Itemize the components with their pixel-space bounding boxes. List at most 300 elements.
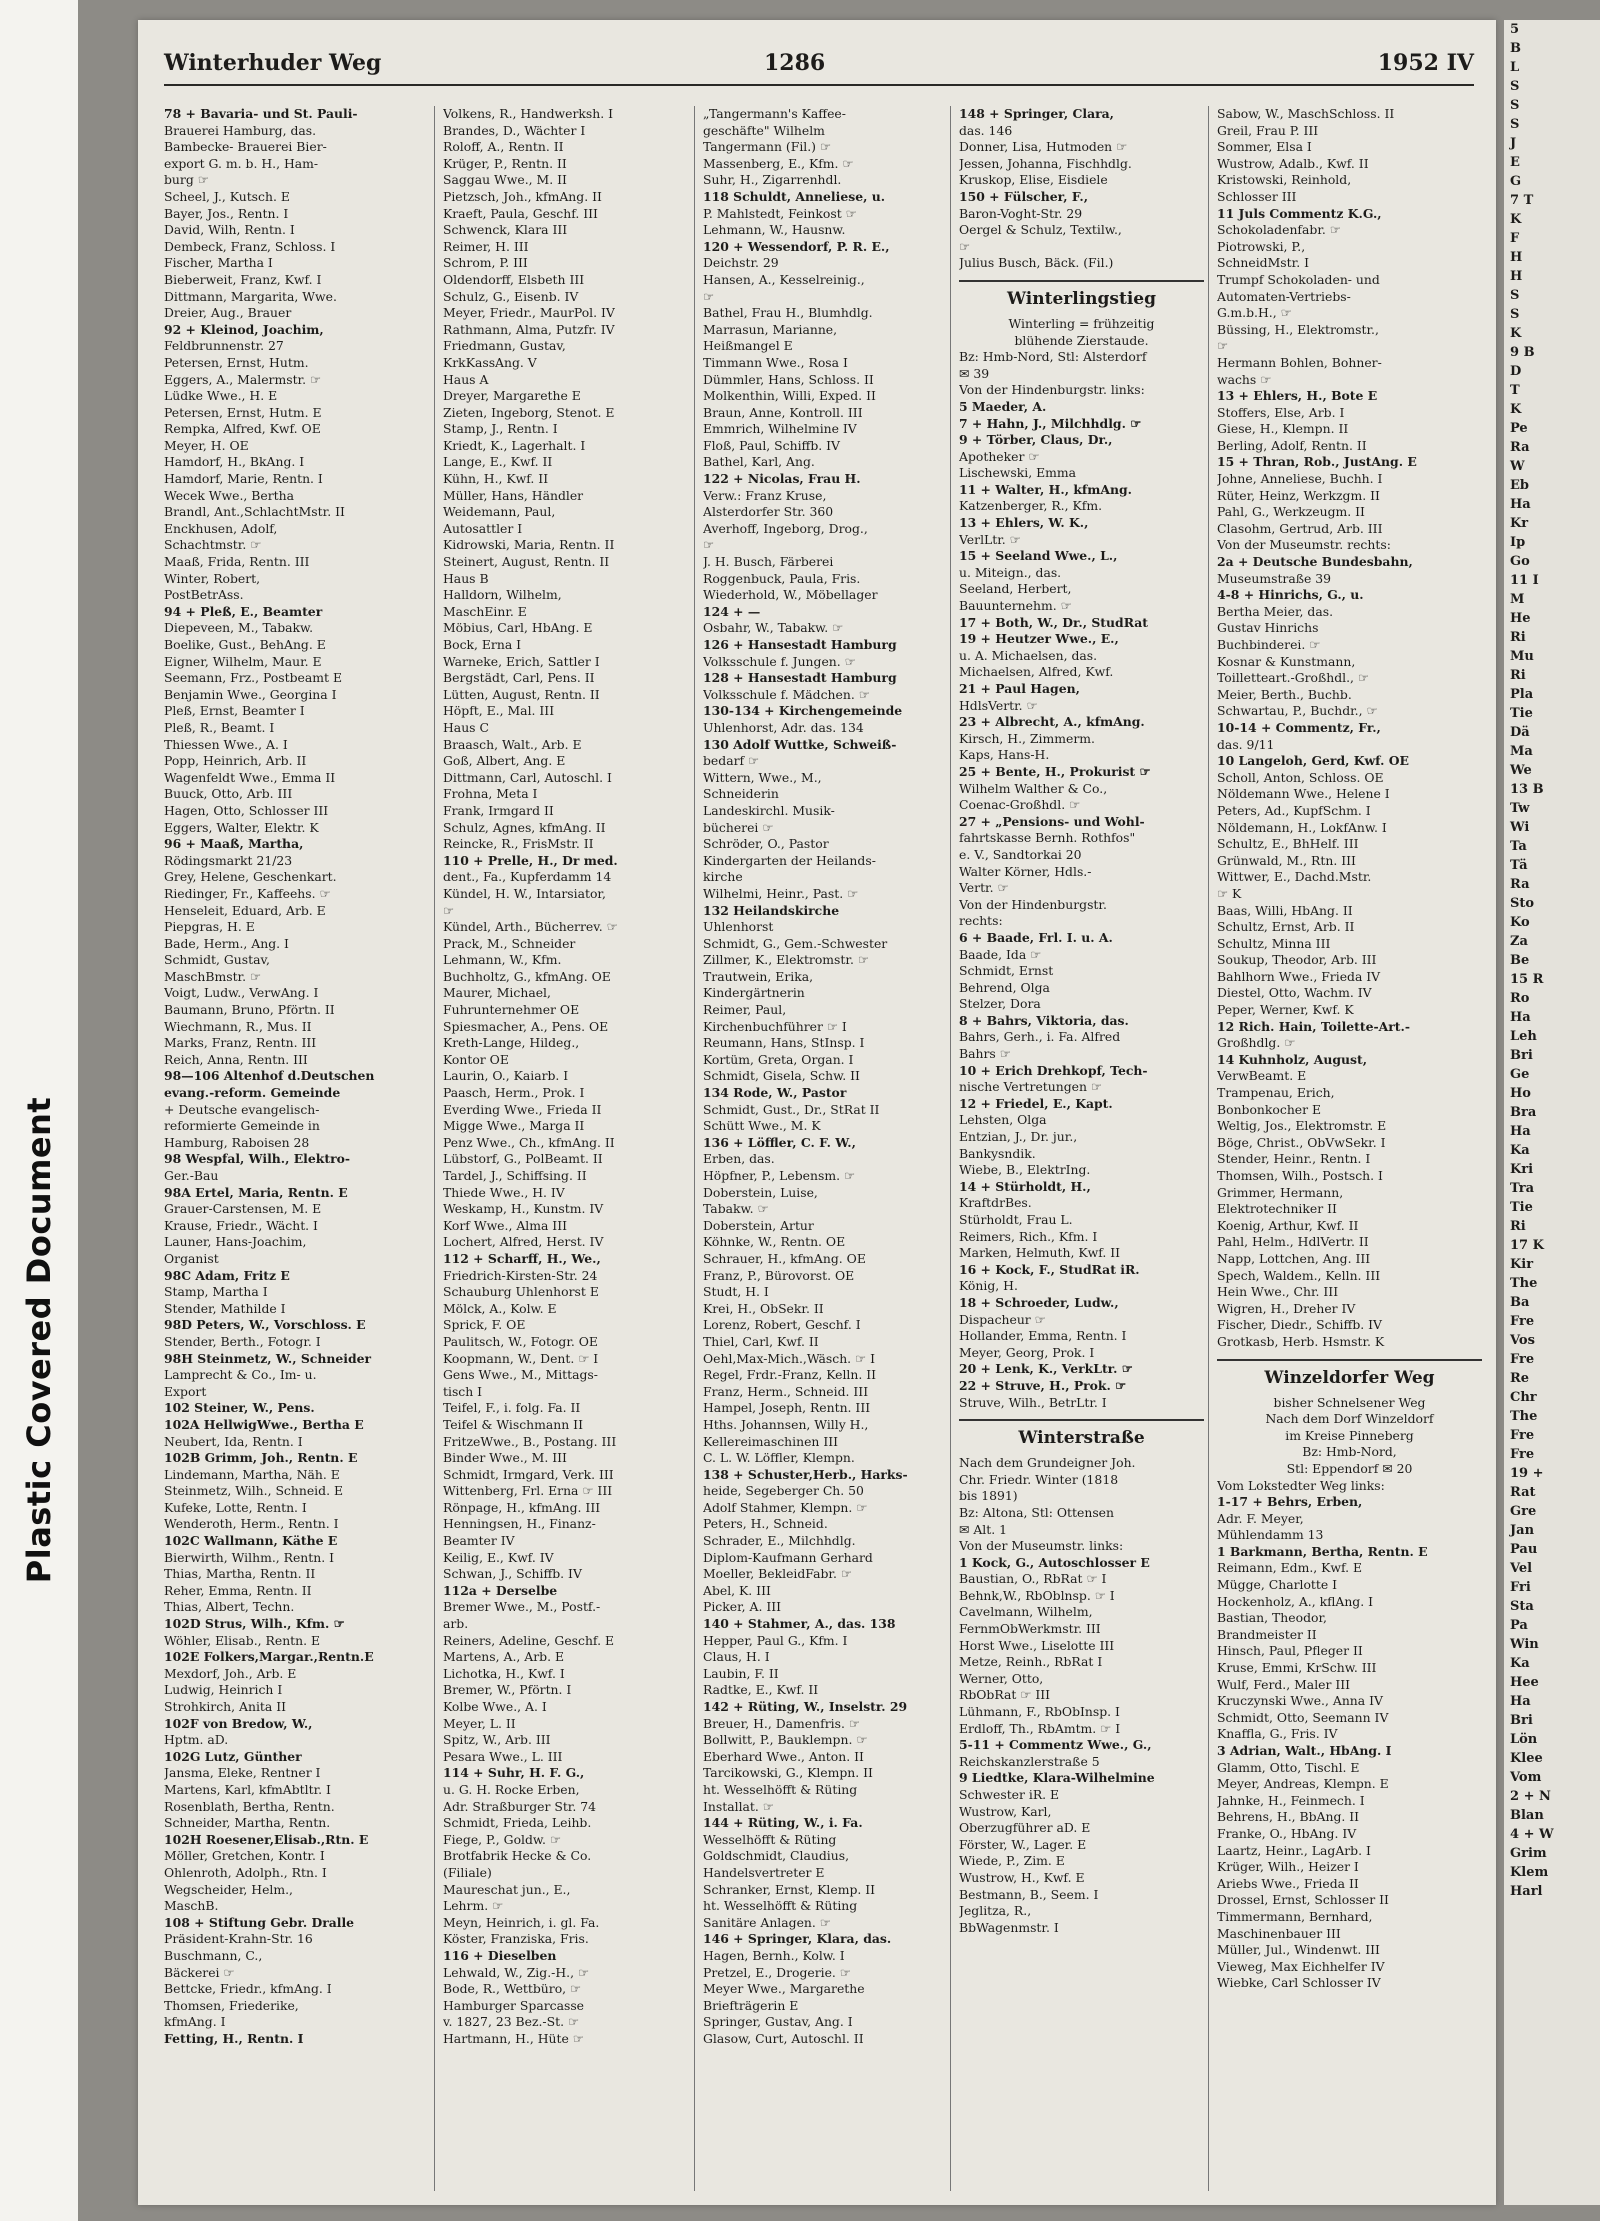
directory-entry-line: Schwenck, Klara III [443,222,568,238]
directory-entry-line: 114 + Suhr, H. F. G., [443,1765,585,1781]
directory-entry-line: Bastian, Theodor, [1217,1610,1327,1626]
directory-entry-line: Paasch, Herm., Prok. I [443,1085,585,1101]
column-3 [694,106,947,2191]
directory-entry-line: Kaps, Hans-H. [959,747,1050,763]
directory-entry-line: PostBetrAss. [164,587,244,603]
directory-entry-line: Wigren, H., Dreher IV [1217,1300,1356,1316]
adjacent-page-fragment: Ka [1510,1143,1530,1158]
directory-entry-line: Verw.: Franz Kruse, [703,487,827,503]
directory-entry-line: Trumpf Schokoladen- und [1217,271,1380,287]
directory-entry-line: Behnk,W., RbOblnsp. ☞ I [959,1587,1115,1603]
directory-entry-line: Trampenau, Erich, [1217,1085,1335,1101]
directory-entry-line: Goldschmidt, Claudius, [703,1848,850,1864]
directory-entry-line: HdlsVertr. ☞ [959,697,1038,713]
directory-entry-line: Uhlenhorst, Adr. das. 134 [703,719,864,735]
directory-entry-line: Schmidt, Irmgard, Verk. III [443,1466,614,1482]
adjacent-page-fragment: S [1510,307,1520,322]
adjacent-page-fragment: S [1510,79,1520,94]
directory-entry-line: Krei, H., ObSekr. II [703,1300,824,1316]
directory-entry-line: Volksschule f. Mädchen. ☞ [703,686,870,702]
directory-entry-line: KrkKassAng. V [443,354,537,370]
directory-entry-line: Kruskop, Elise, Eisdiele [959,172,1108,188]
directory-entry-line: Meyn, Heinrich, i. gl. Fa. [443,1914,600,1930]
directory-entry-line: Roloff, A., Rentn. II [443,139,564,155]
directory-entry-line: Benjamin Wwe., Georgina I [164,686,337,702]
adjacent-page-fragment: D [1510,364,1522,379]
directory-entry-line: Bollwitt, P., Bauklempn. ☞ [703,1732,868,1748]
directory-entry-line: Goß, Albert, Ang. E [443,753,566,769]
directory-entry-line: Grauer-Carstensen, M. E [164,1201,322,1217]
directory-entry-line: Oldendorff, Elsbeth III [443,271,585,287]
directory-entry-line: Michaelsen, Alfred, Kwf. [959,664,1114,680]
directory-entry-line: Schneiderin [703,786,779,802]
directory-entry-line: 94 + Pleß, E., Beamter [164,603,323,619]
directory-entry-line: Lochert, Alfred, Herst. IV [443,1234,604,1250]
directory-entry-line: Winterling = frühzeitig [1008,315,1155,331]
directory-entry-line: 98A Ertel, Maria, Rentn. E [164,1184,348,1200]
directory-entry-line: 25 + Bente, H., Prokurist ☞ [959,763,1151,779]
adjacent-page-fragment: Ge [1510,1067,1530,1082]
directory-entry-line: Jahnke, H., Feinmech. I [1217,1792,1365,1808]
directory-entry-line: Müller, Hans, Händler [443,487,584,503]
adjacent-page-fragment: Za [1510,934,1528,949]
adjacent-page-fragment: Fre [1510,1447,1535,1462]
directory-entry-line: Metze, Reinh., RbRat I [959,1654,1103,1670]
directory-entry-line: Grünwald, M., Rtn. III [1217,852,1356,868]
directory-entry-line: Buuck, Otto, Arb. III [164,786,293,802]
directory-entry-line: Wesselhöfft & Rüting [703,1831,837,1847]
directory-entry-line: 116 + Dieselben [443,1947,557,1963]
directory-entry-line: Bode, R., Wettbüro, ☞ [443,1981,582,1997]
directory-entry-line: Scholl, Anton, Schloss. OE [1217,769,1384,785]
directory-page [138,20,1496,2205]
directory-entry-line: Laartz, Heinr., LagArb. I [1217,1842,1371,1858]
adjacent-page-fragment: Fre [1510,1352,1535,1367]
directory-entry-line: Maaß, Frida, Rentn. III [164,554,310,570]
directory-entry-line: Buchholtz, G., kfmAng. OE [443,968,611,984]
directory-entry-line: 118 Schuldt, Anneliese, u. [703,188,886,204]
adjacent-page-fragment: S [1510,288,1520,303]
directory-entry-line: Schachtmstr. ☞ [164,537,262,553]
directory-entry-line: Hockenholz, A., kflAng. I [1217,1593,1374,1609]
adjacent-page-fragment: K [1510,326,1522,341]
directory-entry-line: MaschB. [164,1898,219,1914]
directory-entry-line: Wegscheider, Helm., [164,1881,293,1897]
directory-entry-line: Mölck, A., Kolw. E [443,1300,557,1316]
directory-entry-line: Moeller, BekleidFabr. ☞ [703,1566,852,1582]
directory-entry-line: Bayer, Jos., Rentn. I [164,205,289,221]
directory-entry-line: 122 + Nicolas, Frau H. [703,471,861,487]
directory-entry-line: 96 + Maaß, Martha, [164,836,304,852]
directory-entry-line: Saggau Wwe., M. II [443,172,567,188]
directory-entry-line: Ger.-Bau [164,1168,219,1183]
directory-entry-line: Hamdorf, H., BkAng. I [164,454,305,470]
column-2 [434,106,688,2191]
directory-entry-line: Bestmann, B., Seem. I [959,1886,1099,1902]
directory-entry-line: Petersen, Ernst, Hutm. [164,354,309,370]
adjacent-page-fragment: Eb [1510,478,1529,493]
directory-entry-line: Massenberg, E., Kfm. ☞ [703,155,854,171]
directory-entry-line: Molkenthin, Willi, Exped. II [703,388,876,404]
directory-entry-line: burg ☞ [164,172,209,188]
directory-entry-line: Claus, H. I [703,1649,770,1665]
directory-entry-line: Coenac-Großhdl. ☞ [959,797,1081,813]
directory-entry-line: Installat. ☞ [703,1798,774,1814]
directory-entry-line: Eggers, A., Malermstr. ☞ [164,371,322,387]
directory-entry-line: Lorenz, Robert, Geschf. I [703,1317,861,1333]
adjacent-page-fragment: Sta [1510,1599,1534,1614]
adjacent-page-fragment: Vos [1510,1333,1535,1348]
directory-entry-line: Averhoff, Ingeborg, Drog., [703,520,868,536]
adjacent-page-fragment: Dä [1510,725,1530,740]
directory-entry-line: 98 Wespfal, Wilh., Elektro- [164,1151,351,1167]
directory-entry-line: Zieten, Ingeborg, Stenot. E [443,404,615,420]
directory-entry-line: kirche [703,869,743,885]
directory-entry-line: Hagen, Bernh., Kolw. I [703,1947,845,1963]
directory-entry-line: Wiederhold, W., Möbellager [703,587,878,603]
directory-entry-line: Meyer, Andreas, Klempn. E [1217,1776,1389,1792]
directory-entry-line: 142 + Rüting, W., Inselstr. 29 [703,1699,908,1714]
directory-entry-line: Lindemann, Martha, Näh. E [164,1466,340,1482]
directory-entry-line: Brauerei Hamburg, das. [164,122,317,138]
adjacent-page-fragment: B [1510,41,1521,56]
directory-entry-line: ☞ [959,238,971,254]
directory-entry-line: Erdloff, Th., RbAmtm. ☞ I [959,1720,1121,1736]
directory-entry-line: Rödingsmarkt 21/23 [164,852,293,868]
directory-entry-line: Rosenblath, Bertha, Rentn. [164,1798,335,1814]
directory-entry-line: Lichotka, H., Kwf. I [443,1665,565,1681]
directory-entry-line: Wustrow, Karl, [959,1803,1052,1819]
adjacent-page-fragment: Sto [1510,896,1535,911]
adjacent-page-fragment: Ba [1510,1295,1530,1310]
directory-entry-line: bisher Schnelsener Weg [1273,1394,1426,1410]
directory-entry-line: Wustrow, Adalb., Kwf. II [1217,155,1369,171]
directory-entry-line: Schultz, Ernst, Arb. II [1217,919,1355,935]
directory-entry-line: Pretzel, E., Drogerie. ☞ [703,1964,851,1980]
directory-entry-line: Spitz, W., Arb. III [443,1732,551,1748]
directory-entry-line: Enckhusen, Adolf, [164,520,278,536]
plastic-cover-label-strip [0,0,78,2221]
directory-entry-line: Bz: Hmb-Nord, Stl: Alsterdorf [959,349,1147,365]
directory-entry-line: Julius Busch, Bäck. (Fil.) [959,255,1114,271]
directory-entry-line: (Filiale) [443,1864,492,1880]
adjacent-page-fragment: Ma [1510,744,1533,759]
directory-entry-line: Laurin, O., Kaiarb. I [443,1068,569,1084]
directory-entry-line: Sabow, W., MaschSchloss. II [1217,106,1395,121]
directory-entry-line: Wiebke, Carl Schlosser IV [1217,1975,1381,1991]
adjacent-page-fragment: Wi [1510,820,1530,835]
adjacent-page-fragment: Ta [1510,839,1527,854]
directory-entry-line: Maurer, Michael, [443,985,551,1001]
directory-entry-line: Franz, P., Bürovorst. OE [703,1267,855,1283]
directory-entry-line: Reumann, Hans, StInsp. I [703,1035,865,1051]
directory-entry-line: Baade, Ida ☞ [959,946,1042,962]
directory-entry-line: Lüdke Wwe., H. E [164,388,278,404]
adjacent-page-fragment: Ip [1510,535,1526,550]
directory-entry-line: Baas, Willi, HbAng. II [1217,902,1353,918]
directory-entry-line: Weidemann, Paul, [443,504,556,520]
directory-entry-line: Reiners, Adeline, Geschf. E [443,1632,615,1648]
directory-entry-line: 12 Rich. Hain, Toilette-Art.- [1217,1018,1410,1034]
directory-entry-line: 20 + Lenk, K., VerkLtr. ☞ [959,1361,1133,1377]
directory-entry-line: Petersen, Ernst, Hutm. E [164,404,322,420]
directory-entry-line: Weltig, Jos., Elektromstr. E [1217,1118,1387,1134]
directory-entry-line: Radtke, E., Kwf. II [703,1682,819,1698]
directory-entry-line: 13 + Ehlers, W. K., [959,515,1089,531]
adjacent-page-fragment: Leh [1510,1029,1537,1044]
directory-entry-line: Bahrs ☞ [959,1046,1011,1062]
directory-entry-line: 130-134 + Kirchengemeinde [703,703,903,719]
adjacent-page-fragment: Harl [1510,1884,1543,1899]
directory-entry-line: Schütt Wwe., M. K [703,1118,821,1134]
directory-entry-line: Schokoladenfabr. ☞ [1217,222,1341,238]
directory-entry-line: Friedrich-Kirsten-Str. 24 [443,1267,598,1283]
adjacent-page-fragment: L [1510,60,1520,75]
directory-entry-line: Wiede, P., Zim. E [959,1853,1065,1869]
directory-entry-line: Soukup, Theodor, Arb. III [1217,952,1377,968]
adjacent-page-fragment: 11 I [1510,573,1539,588]
directory-entry-line: Bahrs, Gerh., i. Fa. Alfred [959,1029,1121,1045]
adjacent-page-fragment: Vom [1510,1770,1542,1785]
adjacent-page-fragment: H [1510,269,1523,284]
directory-entry-line: Henseleit, Eduard, Arb. E [164,902,326,918]
directory-entry-line: 108 + Stiftung Gebr. Dralle [164,1914,355,1930]
directory-entry-line: MaschBmstr. ☞ [164,968,262,984]
directory-entry-line: 1 Kock, G., Autoschlosser E [959,1554,1150,1570]
directory-entry-line: Laubin, F. II [703,1665,779,1681]
directory-entry-line: Bathel, Karl, Ang. [703,454,815,470]
adjacent-page-fragment: Tw [1510,801,1530,816]
directory-entry-line: 4-8 + Hinrichs, G., u. [1217,587,1364,603]
directory-entry-line: Vieweg, Max Eichhelfer IV [1217,1958,1385,1974]
directory-entry-line: Peters, H., Schneid. [703,1516,828,1532]
directory-entry-line: Clasohm, Gertrud, Arb. III [1217,520,1383,536]
directory-entry-line: Wecek Wwe., Bertha [164,487,294,503]
adjacent-page-fragment: Pau [1510,1542,1538,1557]
directory-entry-line: Behrend, Olga [959,979,1050,995]
directory-entry-line: Kristowski, Reinhold, [1217,172,1352,188]
directory-entry-line: 136 + Löffler, C. F. W., [703,1134,856,1150]
directory-entry-line: Pahl, G., Werkzeugm. II [1217,504,1365,520]
adjacent-page-fragment: K [1510,402,1522,417]
directory-entry-line: Tarcikowski, G., Klempn. II [703,1765,873,1781]
directory-entry-line: tisch I [443,1383,483,1399]
directory-entry-line: Toilletteart.-Großhdl., ☞ [1217,670,1370,686]
directory-entry-line: Maschinenbauer III [1217,1925,1341,1941]
directory-entry-line: BbWagenmstr. I [959,1919,1059,1935]
directory-entry-line: 140 + Stahmer, A., das. 138 [703,1616,896,1632]
directory-entry-line: Thiede Wwe., H. IV [443,1184,565,1200]
directory-entry-line: 15 + Thran, Rob., JustAng. E [1217,454,1417,470]
directory-entry-line: Osbahr, W., Tabakw. ☞ [703,620,844,636]
adjacent-page-fragment: Ha [1510,1694,1531,1709]
adjacent-page-fragment: Bra [1510,1105,1537,1120]
directory-entry-line: Koenig, Arthur, Kwf. II [1217,1217,1359,1233]
directory-entry-line: Franz, Herm., Schneid. III [703,1383,869,1399]
column-5 [1208,106,1482,2191]
directory-entry-line: Möller, Gretchen, Kontr. I [164,1848,325,1864]
directory-entry-line: Steinert, August, Rentn. II [443,554,610,570]
directory-entry-line: Peper, Werner, Kwf. K [1217,1002,1354,1018]
directory-entry-line: Kindergarten der Heilands- [703,852,876,868]
directory-entry-line: Thiel, Carl, Kwf. II [703,1333,819,1349]
directory-entry-line: Köster, Franziska, Fris. [443,1931,589,1947]
directory-entry-line: Chr. Friedr. Winter (1818 [959,1471,1119,1487]
directory-entry-line: Bergstädt, Carl, Pens. II [443,670,595,686]
directory-entry-line: Haus C [443,719,489,735]
directory-entry-line: Schlosser III [1217,188,1297,204]
directory-entry-line: Martens, A., Arb. E [443,1649,565,1665]
directory-entry-line: Bremer Wwe., M., Postf.- [443,1599,601,1615]
directory-entry-line: 5 Maeder, A. [959,398,1047,414]
directory-entry-line: Grotkasb, Herb. Hsmstr. K [1217,1333,1385,1349]
directory-entry-line: Spech, Waldem., Kelln. III [1217,1267,1381,1283]
adjacent-page-fragment: S [1510,117,1520,132]
adjacent-page-fragment: Bri [1510,1713,1533,1728]
directory-entry-line: Piepgras, H. E [164,919,255,935]
directory-entry-line: Hollander, Emma, Rentn. I [959,1328,1127,1344]
directory-entry-line: Krüger, Wilh., Heizer I [1217,1859,1359,1875]
directory-entry-line: Hepper, Paul G., Kfm. I [703,1632,848,1648]
directory-entry-line: rechts: [959,913,1003,929]
adjacent-page-fragment: Tie [1510,706,1533,721]
adjacent-page-fragment: G [1510,174,1522,189]
adjacent-page-fragment: T [1510,383,1520,398]
directory-entry-line: 98—106 Altenhof d.Deutschen [164,1068,375,1084]
directory-entry-line: 8 + Bahrs, Viktoria, das. [959,1012,1129,1028]
directory-entry-line: Launer, Hans-Joachim, [164,1234,307,1250]
directory-entry-line: Rathmann, Alma, Putzfr. IV [443,321,615,337]
directory-entry-line: Meyer, Friedr., MaurPol. IV [443,305,615,321]
directory-entry-line: 144 + Rüting, W., i. Fa. [703,1815,863,1831]
directory-entry-line: Reimer, Paul, [703,1002,787,1018]
adjacent-page-fragment: Be [1510,953,1530,968]
directory-entry-line: Napp, Lottchen, Ang. III [1217,1250,1371,1266]
directory-entry-line: Seemann, Frz., Postbeamt E [164,670,342,686]
directory-entry-line: Lamprecht & Co., Im- u. [164,1367,317,1383]
directory-entry-line: bedarf ☞ [703,753,760,769]
directory-entry-line: ✉ 39 [959,365,990,381]
directory-entry-line: Organist [164,1250,219,1266]
directory-entry-line: arb. [443,1616,469,1632]
directory-entry-line: Volkens, R., Handwerksh. I [443,106,614,121]
directory-entry-line: Höpft, E., Mal. III [443,703,555,719]
directory-entry-line: Braun, Anne, Kontroll. III [703,404,863,420]
directory-entry-line: Fischer, Martha I [164,255,273,271]
directory-entry-line: Springer, Gustav, Ang. I [703,2014,853,2030]
directory-entry-line: Museumstraße 39 [1217,570,1332,586]
directory-entry-line: Schmidt, Gust., Dr., StRat II [703,1101,880,1117]
directory-entry-line: Breuer, H., Damenfris. ☞ [703,1715,860,1731]
directory-entry-line: 18 + Schroeder, Ludw., [959,1294,1119,1310]
directory-entry-line: Hermann Bohlen, Bohner- [1217,354,1382,370]
adjacent-page-fragment: He [1510,611,1531,626]
directory-entry-line: Behrens, H., BbAng. II [1217,1809,1360,1825]
adjacent-page-fragment: S [1510,98,1520,113]
directory-entry-line: Brandes, D., Wächter I [443,122,586,138]
directory-entry-line: 126 + Hansestadt Hamburg [703,637,897,652]
directory-entry-line: Thias, Albert, Techn. [164,1599,295,1615]
directory-entry-line: Kosnar & Kunstmann, [1217,653,1356,669]
directory-entry-line: Schmidt, Otto, Seemann IV [1217,1709,1389,1725]
directory-entry-line: Schrauer, H., kfmAng. OE [703,1250,866,1266]
directory-entry-line: Bauunternehm. ☞ [959,598,1072,614]
adjacent-page-fragment: Ra [1510,877,1530,892]
directory-entry-line: Ohlenroth, Adolph., Rtn. I [164,1864,327,1880]
adjacent-page-fragment: We [1510,763,1532,778]
directory-entry-line: Schrom, P. III [443,255,528,271]
directory-entry-line: 6 + Baade, Frl. I. u. A. [959,929,1113,945]
street-heading: Winzeldorfer Weg [1217,1359,1482,1389]
directory-entry-line: 134 Rode, W., Pastor [703,1085,847,1101]
directory-entry-line: Thiessen Wwe., A. I [164,736,288,752]
directory-entry-line: Halldorn, Wilhelm, [443,587,562,603]
directory-entry-line: 21 + Paul Hagen, [959,681,1080,696]
directory-entry-line: Horst Wwe., Liselotte III [959,1637,1115,1653]
adjacent-page-fragment: Ri [1510,1219,1526,1234]
directory-entry-line: Müller, Jul., Windenwt. III [1217,1942,1380,1958]
directory-entry-line: Lehsten, Olga [959,1112,1047,1128]
adjacent-page-fragment: Pla [1510,687,1534,702]
directory-entry-line: Studt, H. I [703,1284,769,1300]
directory-entry-line: kfmAng. I [164,2014,226,2030]
directory-entry-line: Thomsen, Wilh., Postsch. I [1217,1168,1383,1183]
directory-entry-line: Adr. Straßburger Str. 74 [443,1798,597,1814]
directory-entry-line: Bz: Hmb-Nord, [1302,1444,1397,1460]
directory-entry-line: Lehmann, W., Kfm. [443,952,562,968]
column-1 [164,106,422,2191]
directory-entry-line: Wiechmann, R., Mus. II [164,1018,312,1034]
directory-entry-line: Kündel, H. W., Intarsiator, [443,885,606,901]
directory-entry-line: v. 1827, 23 Bez.-St. ☞ [443,2014,580,2030]
directory-entry-line: Franke, O., HbAng. IV [1217,1825,1357,1841]
directory-entry-line: Bonbonkocher E [1217,1101,1322,1117]
directory-entry-line: Penz Wwe., Ch., kfmAng. II [443,1134,615,1150]
directory-entry-line: Lütten, August, Rentn. II [443,686,600,702]
directory-entry-line: Wittern, Wwe., M., [703,769,822,785]
adjacent-page-fragment: K [1510,212,1522,227]
directory-entry-line: Glamm, Otto, Tischl. E [1217,1759,1360,1775]
adjacent-page-fragment: Hee [1510,1675,1539,1690]
directory-entry-line: „Tangermann's Kaffee- [703,106,846,121]
directory-entry-line: König, H. [959,1278,1018,1294]
directory-entry-line: ☞ [443,902,455,918]
directory-entry-line: ☞ K [1217,885,1242,901]
directory-entry-line: nische Vertretungen ☞ [959,1079,1103,1095]
directory-entry-line: Hansen, A., Kesselreinig., [703,271,865,287]
directory-entry-line: Emmrich, Wilhelmine IV [703,421,857,437]
adjacent-page-fragment: Ho [1510,1086,1531,1101]
header-year-volume: 1952 IV [1377,50,1474,76]
directory-entry-line: 13 + Ehlers, H., Bote E [1217,388,1378,404]
directory-entry-line: Reimann, Edm., Kwf. E [1217,1560,1363,1576]
directory-entry-line: Adolf Stahmer, Klempn. ☞ [703,1499,868,1515]
adjacent-page-fragment: Klem [1510,1865,1549,1880]
directory-entry-line: Schmidt, Gustav, [164,952,270,968]
directory-entry-line: Nach dem Grundeigner Joh. [959,1455,1136,1471]
directory-entry-line: Baron-Voght-Str. 29 [959,205,1083,221]
directory-entry-line: Bock, Erna I [443,637,522,652]
adjacent-page-fragment: Chr [1510,1390,1537,1405]
directory-entry-line: 102B Grimm, Joh., Rentn. E [164,1450,358,1466]
directory-entry-line: fahrtskasse Bernh. Rothfos" [959,830,1136,846]
directory-entry-line: Dümmler, Hans, Schloss. II [703,371,874,387]
directory-entry-line: SchneidMstr. I [1217,255,1309,271]
directory-entry-line: Dembeck, Franz, Schloss. I [164,238,336,254]
directory-entry-line: 148 + Springer, Clara, [959,106,1114,121]
directory-entry-line: Reimer, H. III [443,238,529,254]
directory-entry-line: 102 Steiner, W., Pens. [164,1400,315,1416]
